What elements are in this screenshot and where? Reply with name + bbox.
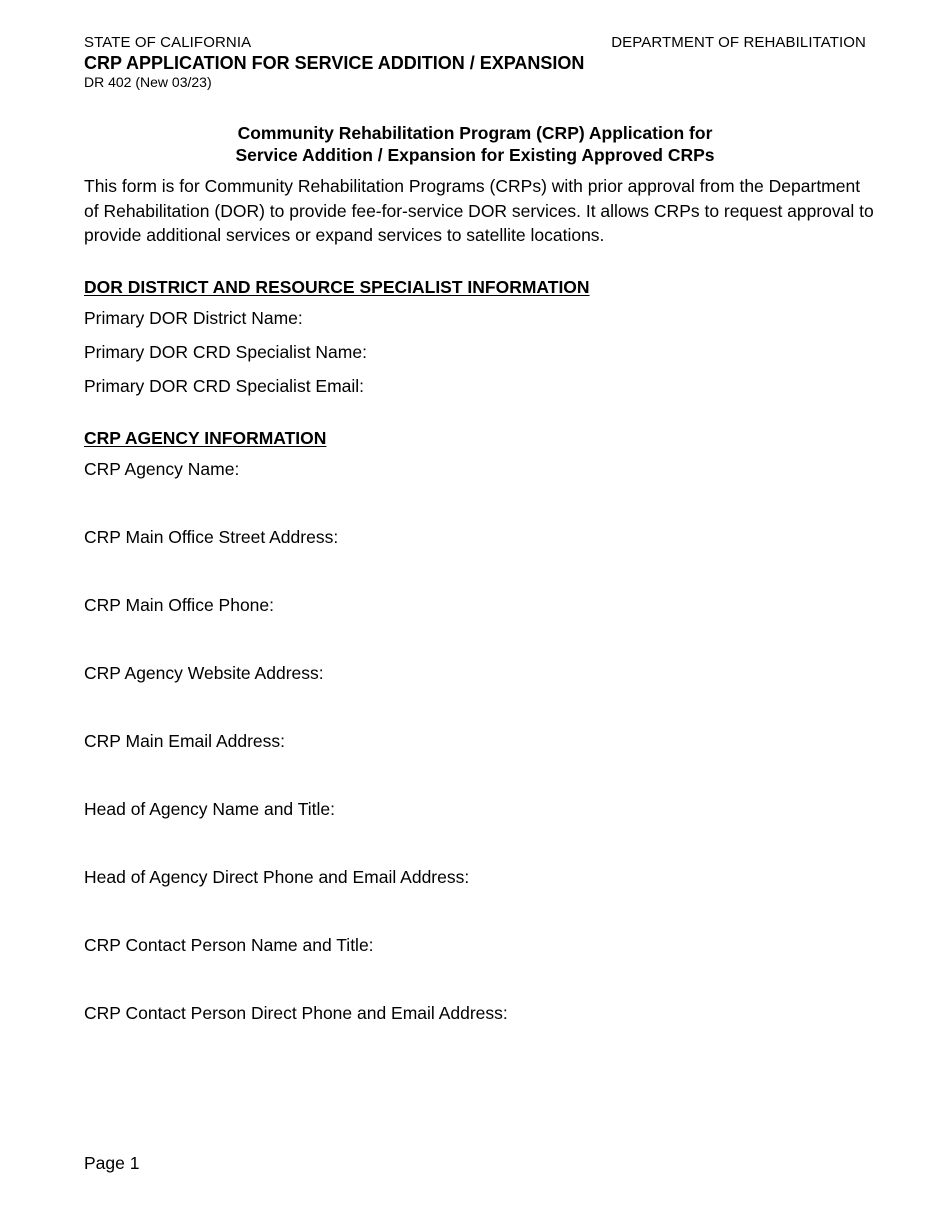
document-title-line-1: Community Rehabilitation Program (CRP) Application for [237, 123, 713, 143]
field-label-head-of-agency-name: Head of Agency Name and Title: [84, 799, 335, 819]
field-label-dor-specialist-email: Primary DOR CRD Specialist Email: [84, 376, 365, 396]
department-label: DEPARTMENT OF REHABILITATION [611, 34, 866, 51]
field-label-dor-specialist-name: Primary DOR CRD Specialist Name: [84, 342, 367, 362]
page-number: Page 1 [84, 1153, 140, 1173]
field-label-crp-street-address: CRP Main Office Street Address: [84, 527, 339, 547]
field-label-contact-person-name: CRP Contact Person Name and Title: [84, 935, 374, 955]
field-label-head-of-agency-contact: Head of Agency Direct Phone and Email Address: [84, 867, 470, 887]
field-label-crp-website: CRP Agency Website Address: [84, 663, 324, 683]
state-label: STATE OF CALIFORNIA [84, 34, 252, 51]
document-title-line-2: Service Addition / Expansion for Existing Approved CRPs [235, 145, 715, 165]
field-label-crp-agency-name: CRP Agency Name: [84, 459, 240, 479]
intro-paragraph: This form is for Community Rehabilitation Programs (CRPs) with prior approval from the Department of Rehabilitation (DOR) to provide fee-for-service DOR services. It allows CRPs to request approval to provide additional services or expand services to satellite locations. [84, 176, 874, 245]
form-header-title: CRP APPLICATION FOR SERVICE ADDITION / EXPANSION [84, 53, 585, 73]
crp-section-heading: CRP AGENCY INFORMATION [84, 428, 327, 448]
field-label-contact-person-contact: CRP Contact Person Direct Phone and Email Address: [84, 1003, 508, 1023]
dor-section-heading: DOR DISTRICT AND RESOURCE SPECIALIST INFORMATION [84, 277, 590, 297]
field-label-crp-main-phone: CRP Main Office Phone: [84, 595, 275, 615]
field-label-dor-district-name: Primary DOR District Name: [84, 308, 303, 328]
field-label-crp-main-email: CRP Main Email Address: [84, 731, 286, 751]
form-number: DR 402 (New 03/23) [84, 74, 212, 90]
